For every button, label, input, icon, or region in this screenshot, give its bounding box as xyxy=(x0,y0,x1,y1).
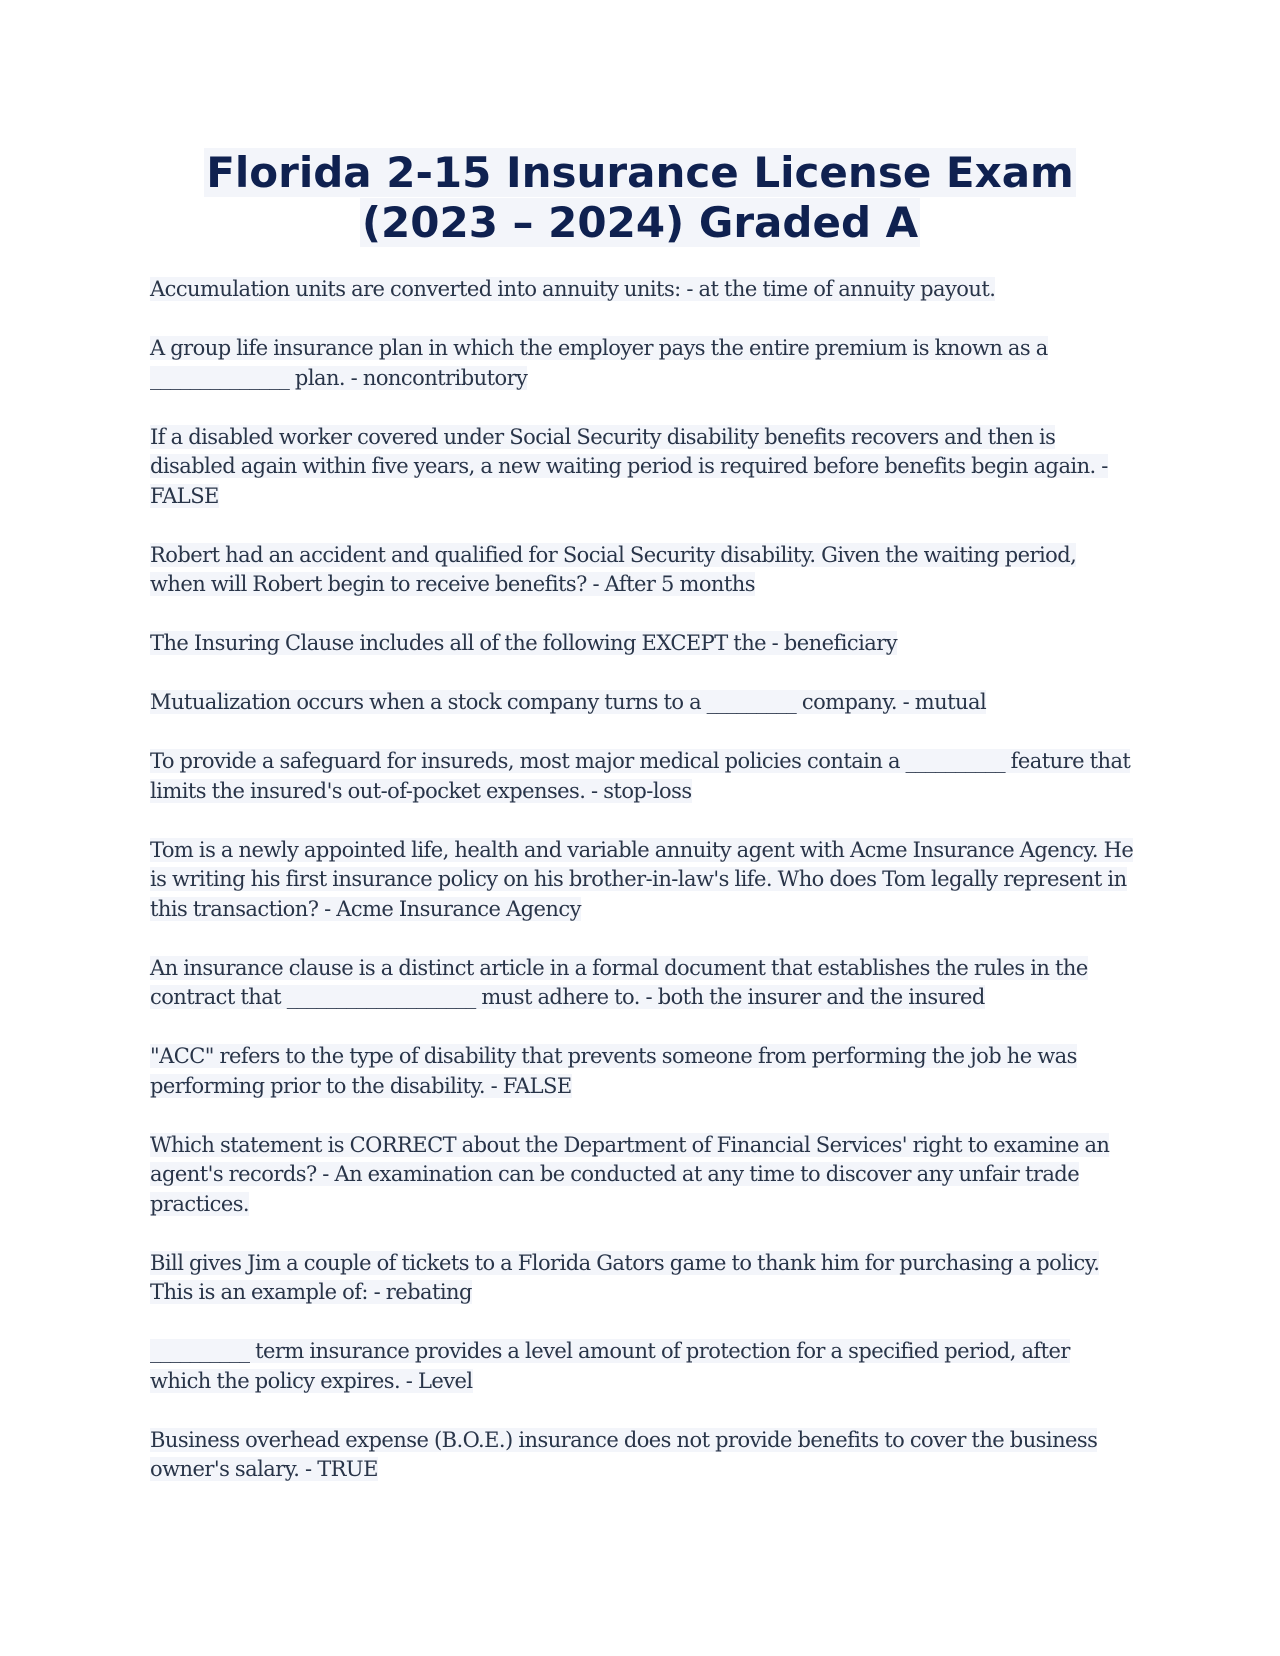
question-answer-text: Robert had an accident and qualified for Social Security disability. Given the waiting period, when will Robert begin to receive benefits? - After 5 months xyxy=(150,542,1077,596)
question-answer-item xyxy=(150,1337,1135,1396)
document-title xyxy=(150,148,1130,248)
question-answer-item xyxy=(150,1131,1135,1220)
question-answer-item xyxy=(150,275,1135,305)
question-answer-item xyxy=(150,1042,1135,1101)
question-answer-text: Bill gives Jim a couple of tickets to a Florida Gators game to thank him for purchasing a policy. This is an example of: - rebating xyxy=(150,1250,1100,1304)
question-answer-text: To provide a safeguard for insureds, most major medical policies contain a __________ feature that limits the insured's out-of-pocket expenses. - stop-loss xyxy=(150,749,1131,803)
question-answer-item xyxy=(150,1249,1135,1308)
question-answer-item xyxy=(150,836,1135,925)
question-answer-item xyxy=(150,423,1135,512)
question-answer-item xyxy=(150,688,1135,718)
question-answer-text: Which statement is CORRECT about the Department of Financial Services' right to examine an agent's records? - An examination can be conducted at any time to discover any unfair trade practices. xyxy=(150,1132,1110,1216)
question-answer-item xyxy=(150,629,1135,659)
question-answer-text: "ACC" refers to the type of disability that prevents someone from performing the job he was performing prior to the disability. - FALSE xyxy=(150,1044,1077,1098)
question-answer-text: A group life insurance plan in which the employer pays the entire premium is known as a ______________ plan. - noncontributory xyxy=(150,336,1048,390)
question-answer-text: Tom is a newly appointed life, health and variable annuity agent with Acme Insurance Agency. He is writing his first insurance policy on his brother-in-law's life. Who does Tom legally represent in this transaction? - Acme Insurance Agency xyxy=(150,837,1134,921)
question-answer-item xyxy=(150,954,1135,1013)
question-answer-text: Mutualization occurs when a stock company turns to a _________ company. - mutual xyxy=(150,690,987,714)
question-answer-list xyxy=(150,275,1135,1514)
question-answer-text: Accumulation units are converted into annuity units: - at the time of annuity payout. xyxy=(150,277,996,301)
question-answer-text: An insurance clause is a distinct article in a formal document that establishes the rules in the contract that ___________________ must adhere to. - both the insurer and the insured xyxy=(150,955,1088,1009)
question-answer-item xyxy=(150,747,1135,806)
question-answer-text: __________ term insurance provides a level amount of protection for a specified period, after which the policy expires. - Level xyxy=(150,1339,1070,1393)
question-answer-text: Business overhead expense (B.O.E.) insurance does not provide benefits to cover the business owner's salary. - TRUE xyxy=(150,1427,1098,1481)
document-title-line-2: (2023 – 2024) Graded A xyxy=(361,198,919,247)
question-answer-text: The Insuring Clause includes all of the following EXCEPT the - beneficiary xyxy=(150,631,898,655)
question-answer-item xyxy=(150,1426,1135,1485)
question-answer-item xyxy=(150,541,1135,600)
question-answer-item xyxy=(150,334,1135,393)
question-answer-text: If a disabled worker covered under Social Security disability benefits recovers and then is disabled again within five years, a new waiting period is required before benefits begin again. - FALSE xyxy=(150,424,1108,508)
document-title-line-1: Florida 2-15 Insurance License Exam xyxy=(206,148,1074,197)
